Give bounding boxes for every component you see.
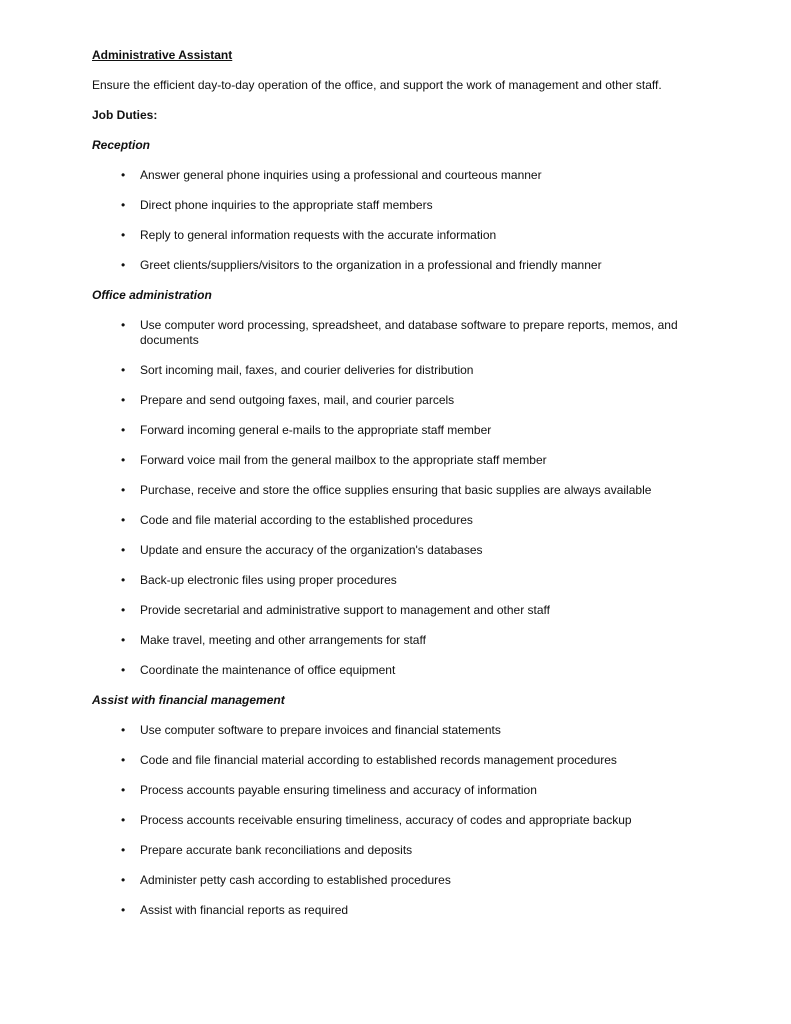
list-item: • Purchase, receive and store the office supplies ensuring that basic supplies are always available	[140, 483, 731, 498]
list-item: • Make travel, meeting and other arrangements for staff	[140, 633, 731, 648]
list-item: • Sort incoming mail, faxes, and courier deliveries for distribution	[140, 363, 731, 378]
list-item: • Prepare and send outgoing faxes, mail, and courier parcels	[140, 393, 731, 408]
list-item: • Update and ensure the accuracy of the organization's databases	[140, 543, 731, 558]
list-item: • Forward incoming general e-mails to the appropriate staff member	[140, 423, 731, 438]
section-heading: Reception	[92, 138, 151, 152]
list-item: • Greet clients/suppliers/visitors to the organization in a professional and friendly manner	[140, 258, 731, 273]
section-heading: Assist with financial management	[92, 693, 285, 707]
job-duties-heading: Job Duties:	[92, 108, 158, 122]
list-item: • Back-up electronic files using proper procedures	[140, 573, 731, 588]
list-item: • Provide secretarial and administrative support to management and other staff	[140, 603, 731, 618]
bullet-list	[92, 723, 731, 918]
section-office-administration	[92, 288, 731, 678]
list-item: • Code and file material according to the established procedures	[140, 513, 731, 528]
list-item: • Use computer software to prepare invoices and financial statements	[140, 723, 731, 738]
list-item: • Administer petty cash according to established procedures	[140, 873, 731, 888]
section-heading: Office administration	[92, 288, 212, 302]
list-item: • Prepare accurate bank reconciliations and deposits	[140, 843, 731, 858]
section-reception	[92, 138, 731, 273]
list-item: • Code and file financial material according to established records management procedures	[140, 753, 731, 768]
bullet-list	[92, 168, 731, 273]
list-item: • Coordinate the maintenance of office equipment	[140, 663, 731, 678]
list-item: • Direct phone inquiries to the appropriate staff members	[140, 198, 731, 213]
section-financial-management	[92, 693, 731, 918]
intro-paragraph: Ensure the efficient day-to-day operation of the office, and support the work of management and other staff.	[92, 78, 662, 92]
list-item: • Assist with financial reports as required	[140, 903, 731, 918]
bullet-list	[92, 318, 731, 678]
list-item: • Process accounts payable ensuring timeliness and accuracy of information	[140, 783, 731, 798]
list-item: • Forward voice mail from the general mailbox to the appropriate staff member	[140, 453, 731, 468]
list-item: • Answer general phone inquiries using a professional and courteous manner	[140, 168, 731, 183]
list-item: • Reply to general information requests with the accurate information	[140, 228, 731, 243]
document-title: Administrative Assistant	[92, 48, 233, 62]
list-item: • Use computer word processing, spreadsheet, and database software to prepare reports, memos, and documents	[140, 318, 731, 348]
list-item: • Process accounts receivable ensuring timeliness, accuracy of codes and appropriate backup	[140, 813, 731, 828]
